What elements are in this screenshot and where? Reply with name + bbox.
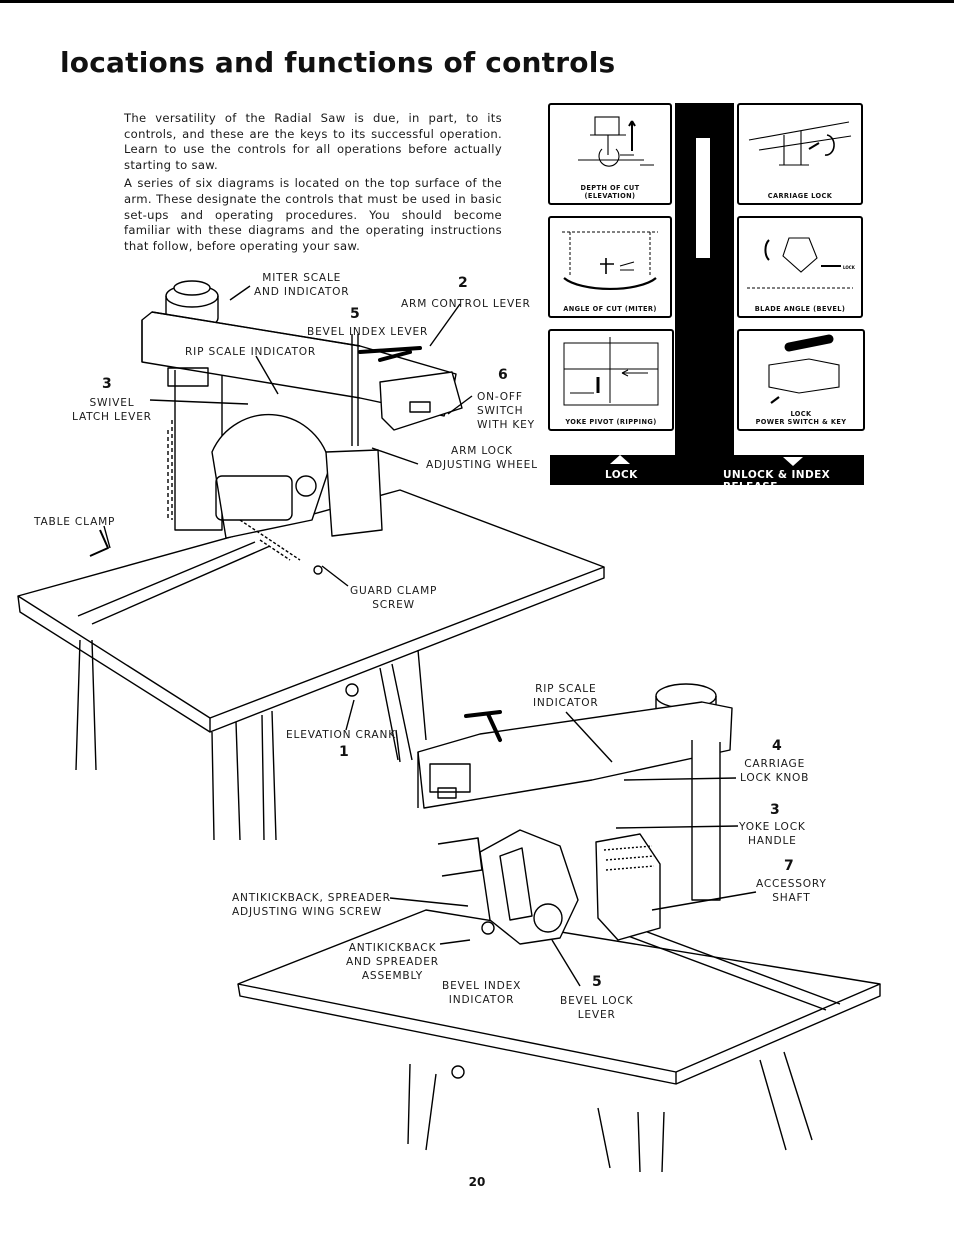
callout-line: WITH KEY — [477, 419, 535, 431]
antikickback-assembly-callout — [346, 941, 439, 983]
bevel-lock-lever-callout — [560, 994, 633, 1022]
callout-number-5-bottom: 5 — [592, 974, 602, 990]
card-label-line2: POWER SWITCH & KEY — [755, 418, 847, 426]
callout-line: ANTIKICKBACK, SPREADER — [232, 892, 391, 904]
carriage-lock-knob-callout — [740, 757, 809, 785]
callout-line: BEVEL LOCK — [560, 995, 634, 1007]
callout-line: SWIVEL — [89, 397, 135, 409]
page-title: locations and functions of controls — [60, 46, 616, 79]
callout-line: GUARD CLAMP — [350, 585, 438, 597]
page-number: 20 — [468, 1175, 486, 1189]
callout-line: LOCK KNOB — [740, 772, 810, 784]
guard-clamp-screw-callout — [350, 584, 437, 612]
callout-number-4: 4 — [772, 738, 782, 754]
callout-line: INDICATOR — [448, 994, 515, 1006]
callout-line: RIP SCALE — [535, 683, 597, 695]
arm-control-lever-callout: ARM CONTROL LEVER — [401, 298, 531, 310]
callout-line: ADJUSTING WING SCREW — [232, 906, 382, 918]
lock-tiny-label: LOCK — [843, 265, 855, 270]
card-label: BLADE ANGLE (BEVEL) — [754, 305, 846, 313]
callout-line: INDICATOR — [533, 697, 599, 709]
callout-line: MITER SCALE — [262, 272, 342, 284]
card-label: YOKE PIVOT (RIPPING) — [565, 418, 657, 426]
callout-line: ARM LOCK — [451, 445, 513, 457]
callout-line: SCREW — [372, 599, 415, 611]
callout-line: ASSEMBLY — [361, 970, 424, 982]
card-label-line1: LOCK — [790, 410, 812, 418]
callout-number-6: 6 — [498, 367, 508, 383]
callout-line: ACCESSORY — [756, 878, 827, 890]
callout-number-7: 7 — [784, 858, 794, 874]
card-label: CARRIAGE LOCK — [767, 192, 833, 200]
callout-line: ON-OFF — [477, 391, 523, 403]
callout-line: ADJUSTING WHEEL — [426, 459, 538, 471]
unlock-legend: UNLOCK & INDEX RELEASE — [723, 469, 831, 493]
callout-line: BEVEL INDEX — [442, 980, 522, 992]
antikickback-wing-screw-callout — [232, 891, 391, 919]
bevel-index-indicator-callout — [442, 979, 521, 1007]
rip-scale-indicator-callout: RIP SCALE INDICATOR — [185, 346, 317, 358]
callout-line: LATCH LEVER — [72, 411, 152, 423]
callout-number-3: 3 — [102, 376, 112, 392]
callout-number-1: 1 — [339, 744, 349, 760]
elevation-crank-callout: ELEVATION CRANK — [286, 729, 396, 741]
callout-line: SHAFT — [772, 892, 811, 904]
intro-paragraph-1: The versatility of the Radial Saw is due, in part, to its controls, and these are the keys to its successful operation. Learn to use the controls for all operations before actually starting to saw. — [124, 111, 502, 172]
callout-line: AND INDICATOR — [254, 286, 350, 298]
card-label-line2: (ELEVATION) — [584, 192, 636, 200]
callout-number-3-bottom: 3 — [770, 802, 780, 818]
callout-line: CARRIAGE — [744, 758, 806, 770]
arm-lock-wheel-callout — [426, 444, 538, 472]
miter-scale-callout — [254, 271, 349, 299]
card-label: ANGLE OF CUT (MITER) — [563, 305, 657, 313]
callout-line: ANTIKICKBACK — [348, 942, 437, 954]
callout-line: AND SPREADER — [346, 956, 439, 968]
card-label-line1: DEPTH OF CUT — [580, 184, 640, 192]
callout-line: SWITCH — [477, 405, 524, 417]
callout-number-5: 5 — [350, 306, 360, 322]
intro-paragraph-2: A series of six diagrams is located on the top surface of the arm. These designate the controls that must be used in basic set-ups and operating procedures. You should become familiar with these diagrams and the operating instructions that follow, before operating your saw. — [124, 176, 502, 253]
callout-line: HANDLE — [747, 835, 797, 847]
swivel-latch-lever-callout — [72, 396, 152, 424]
bevel-index-lever-callout: BEVEL INDEX LEVER — [307, 326, 429, 338]
callout-number-2: 2 — [458, 275, 468, 291]
on-off-switch-callout — [477, 390, 535, 432]
rip-scale-indicator-callout-bottom — [533, 682, 599, 710]
table-clamp-callout: TABLE CLAMP — [34, 516, 116, 528]
yoke-lock-handle-callout — [739, 820, 806, 848]
accessory-shaft-callout — [756, 877, 827, 905]
callout-line: YOKE LOCK — [739, 821, 806, 833]
lock-legend: LOCK — [605, 469, 638, 481]
callout-line: LEVER — [577, 1009, 616, 1021]
